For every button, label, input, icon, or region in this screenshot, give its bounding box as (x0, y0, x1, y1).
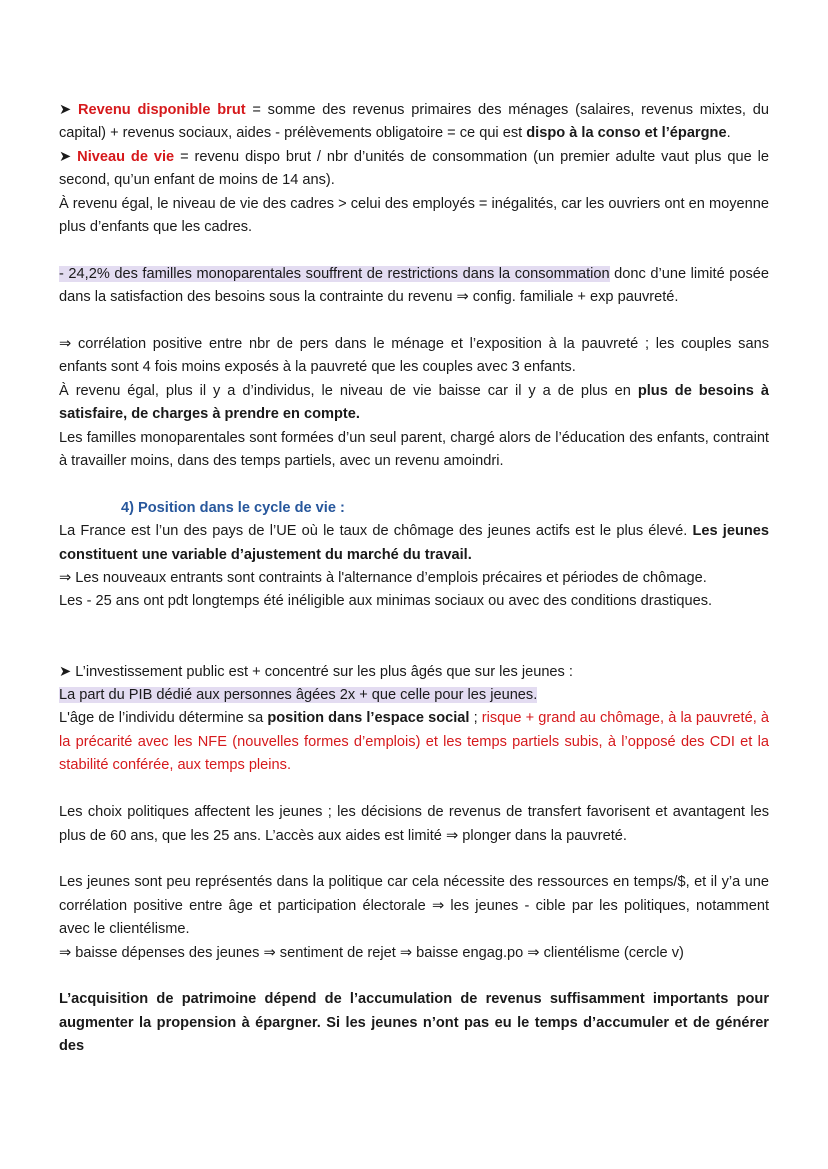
paragraph-revenu-egal-individus: À revenu égal, plus il y a d’individus, le niveau de vie baisse car il y a de plus en plus de besoins à satisfaire, de charges à prendre en compte. (59, 382, 769, 423)
paragraph-niveau-de-vie: ➤ Niveau de vie = revenu dispo brut / nbr d’unités de consommation (un premier adulte vaut plus que le second, qu’un enfant de moins de 14 ans). (59, 148, 769, 189)
highlighted-statistic: - 24,2% des familles monoparentales souffrent de restrictions dans la consommation (59, 265, 610, 282)
paragraph-revenu-disponible: ➤ Revenu disponible brut = somme des revenus primaires des ménages (salaires, revenus mixtes, du capital) + revenus sociaux, aides - prélèvements obligatoire = ce qui est dispo à la conso et l’épargne. (59, 102, 769, 142)
paragraph-correlation-menage: ⇒ corrélation positive entre nbr de pers dans le ménage et l’exposition à la pauvreté ; les couples sans enfants sont 4 fois moins exposés à la pauvreté que les couples avec 3 enfants. (59, 336, 769, 376)
paragraph-nouveaux-entrants: ⇒ Les nouveaux entrants sont contraints à l'alternance d’emplois précaires et périodes de chômage. (59, 570, 707, 587)
document-body (59, 99, 769, 1059)
paragraph-cercle-vicieux: ⇒ baisse dépenses des jeunes ⇒ sentiment de rejet ⇒ baisse engag.po ⇒ clientélisme (cercle v) (59, 944, 684, 961)
paragraph-choix-politiques: Les choix politiques affectent les jeunes ; les décisions de revenus de transfert favorisent et avantagent les plus de 60 ans, que les 25 ans. L’accès aux aides est limité ⇒ plonger dans la pauvreté. (59, 804, 769, 844)
term-revenu-disponible-brut: Revenu disponible brut (78, 102, 246, 118)
paragraph-familles-monoparentales-stat: - 24,2% des familles monoparentales souffrent de restrictions dans la consommation donc d’une limité posée dans la satisfaction des besoins sous la contrainte du revenu ⇒ config. familiale + exp pauvreté. (59, 265, 770, 306)
bullet-arrow: ➤ (59, 102, 78, 118)
paragraph-patrimoine: L’acquisition de patrimoine dépend de l’accumulation de revenus suffisamment importants pour augmenter la propension à épargner. Si les jeunes n’ont pas eu le temps d’accumuler et de générer des (59, 991, 769, 1055)
paragraph-representation-politique: Les jeunes sont peu représentés dans la politique car cela nécessite des ressources en temps/$, et il y’a une corrélation positive entre âge et participation électorale ⇒ les jeunes - cible par les politiques, notamment avec le clientélisme. (59, 874, 769, 938)
section-heading-cycle-de-vie: 4) Position dans le cycle de vie : (121, 499, 345, 516)
paragraph-chomage-jeunes: La France est l’un des pays de l’UE où le taux de chômage des jeunes actifs est le plus élevé. Les jeunes constituent une variable d’ajustement du marché du travail. (59, 523, 770, 563)
bullet-arrow: ➤ (59, 148, 78, 165)
paragraph-investissement-public: ➤ L’investissement public est + concentré sur les plus âgés que sur les jeunes : (59, 663, 573, 680)
term-niveau-de-vie: Niveau de vie (77, 148, 175, 165)
highlighted-pib-statement: La part du PIB dédié aux personnes âgées 2x + que celle pour les jeunes. (59, 687, 538, 704)
paragraph-minimas-sociaux: Les - 25 ans ont pdt longtemps été inéligible aux minimas sociaux ou avec des conditions drastiques. (59, 593, 713, 610)
paragraph-part-pib (59, 684, 769, 707)
paragraph-cadres: À revenu égal, le niveau de vie des cadres > celui des employés = inégalités, car les ouvriers ont en moyenne plus d’enfants que les cadres. (59, 195, 769, 236)
paragraph-familles-monoparentales: Les familles monoparentales sont formées d’un seul parent, chargé alors de l’éducation des enfants, contraint à travailler moins, dans des temps partiels, avec un revenu amoindri. (59, 429, 769, 470)
paragraph-age-espace-social: L'âge de l’individu détermine sa position dans l’espace social ; risque + grand au chômage, à la pauvreté, à la précarité avec les NFE (nouvelles formes d’emplois) et les temps partiels subis, à l’opposé des CDI et la stabilité conférée, aux temps pleins. (59, 710, 769, 774)
